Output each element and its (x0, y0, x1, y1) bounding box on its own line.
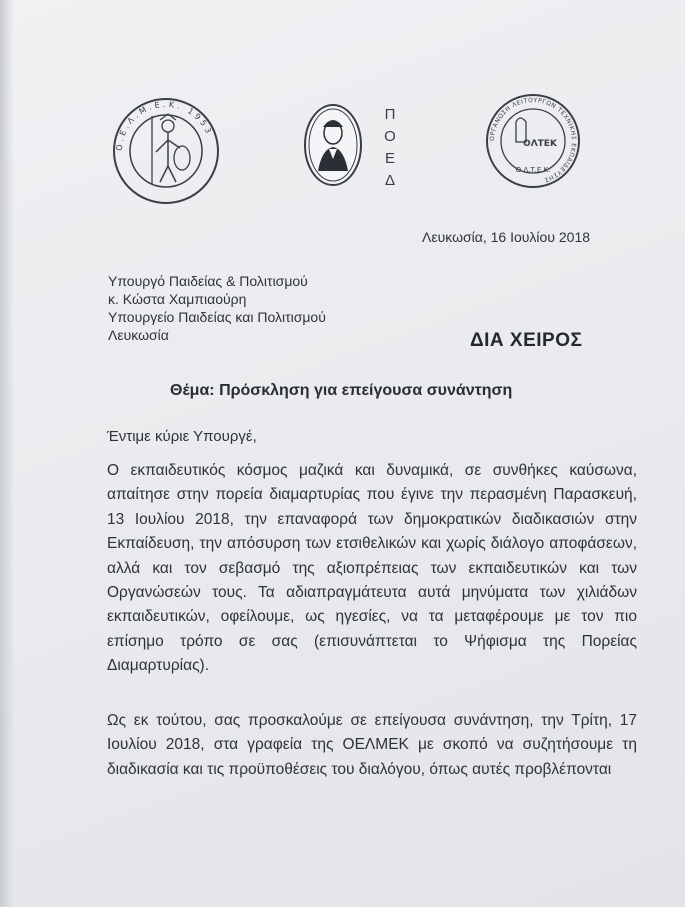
oltek-inner-label: ΟΛΤΕΚ (523, 139, 557, 149)
letter-date: Λευκωσία, 16 Ιουλίου 2018 (422, 229, 591, 245)
paper-edge-shadow (0, 0, 14, 907)
address-line: Υπουργό Παιδείας & Πολιτισμού (108, 273, 308, 289)
recipient-address (108, 272, 326, 344)
body-paragraph: Ως εκ τούτου, σας προσκαλούμε σε επείγουσα συνάντηση, την Τρίτη, 17 Ιουλίου 2018, στα γραφεία της ΟΕΛΜΕΚ με σκοπό να συζητήσουμε τη διαδικασία και τις προϋποθέσεις του διαλόγου, όπως αυτές προβλέπονται (107, 712, 637, 778)
poed-letter: Ο (384, 128, 396, 145)
poed-letter: Π (384, 106, 396, 123)
poed-portrait-logo (302, 103, 364, 187)
oltek-seal-logo (480, 92, 586, 190)
address-line: κ. Κώστα Χαμπιαούρη (108, 291, 247, 307)
svg-text:ΟΡΓΑΝΩΣΗ ΛΕΙΤΟΥΡΓΩΝ ΤΕΧΝΙΚΗΣ Ε: ΟΡΓΑΝΩΣΗ ΛΕΙΤΟΥΡΓΩΝ ΤΕΧΝΙΚΗΣ ΕΚΠΑΙΔΕΥΣΗΣ (488, 96, 578, 184)
address-line: Λευκωσία (108, 327, 169, 343)
by-hand-label: ΔΙΑ ΧΕΙΡΟΣ (470, 330, 583, 351)
poed-letter: Δ (384, 172, 396, 189)
oltek-bottom-label: Ο.Λ.Τ.Ε.Κ. (515, 166, 551, 174)
letter-subject: Θέμα: Πρόσκληση για επείγουσα συνάντηση (170, 382, 513, 399)
poed-letter: Ε (384, 150, 395, 167)
svg-text:Ο.Ε.Λ.Μ.Ε.Κ. 1953: Ο.Ε.Λ.Μ.Ε.Κ. 1953 (114, 99, 215, 152)
poed-letters (380, 104, 400, 192)
body-paragraph: Ο εκπαιδευτικός κόσμος μαζικά και δυναμικά, σε συνθήκες καύσωνα, απαίτησε στην πορεία διαμαρτυρίας που έγινε την περασμένη Παρασκευή, 13 Ιουλίου 2018, την επαναφορά των δημοκρατικών διαδικασιών στην Εκπαίδευση, την απόσυρση των ετσιθελικών και χωρίς διάλογο αποφάσεων, αλλά και τον σεβασμό της αξιοπρέπειας των εκπαιδευτικών και των Οργανώσεών τους. Τα αδιαπραγμάτευτα αυτά μηνύματα των χιλιάδων εκπαιδευτικών, οφείλουμε, ως ηγεσίες, να τα μεταφέρουμε με τον πιο επίσημο τρόπο σε σας (επισυνάπτεται το Ψήφισμα της Πορείας Διαμαρτυρίας). (107, 462, 637, 675)
salutation: Έντιμε κύριε Υπουργέ, (107, 428, 257, 445)
address-line: Υπουργείο Παιδείας και Πολιτισμού (108, 309, 326, 325)
oelmek-seal-logo (108, 96, 224, 206)
